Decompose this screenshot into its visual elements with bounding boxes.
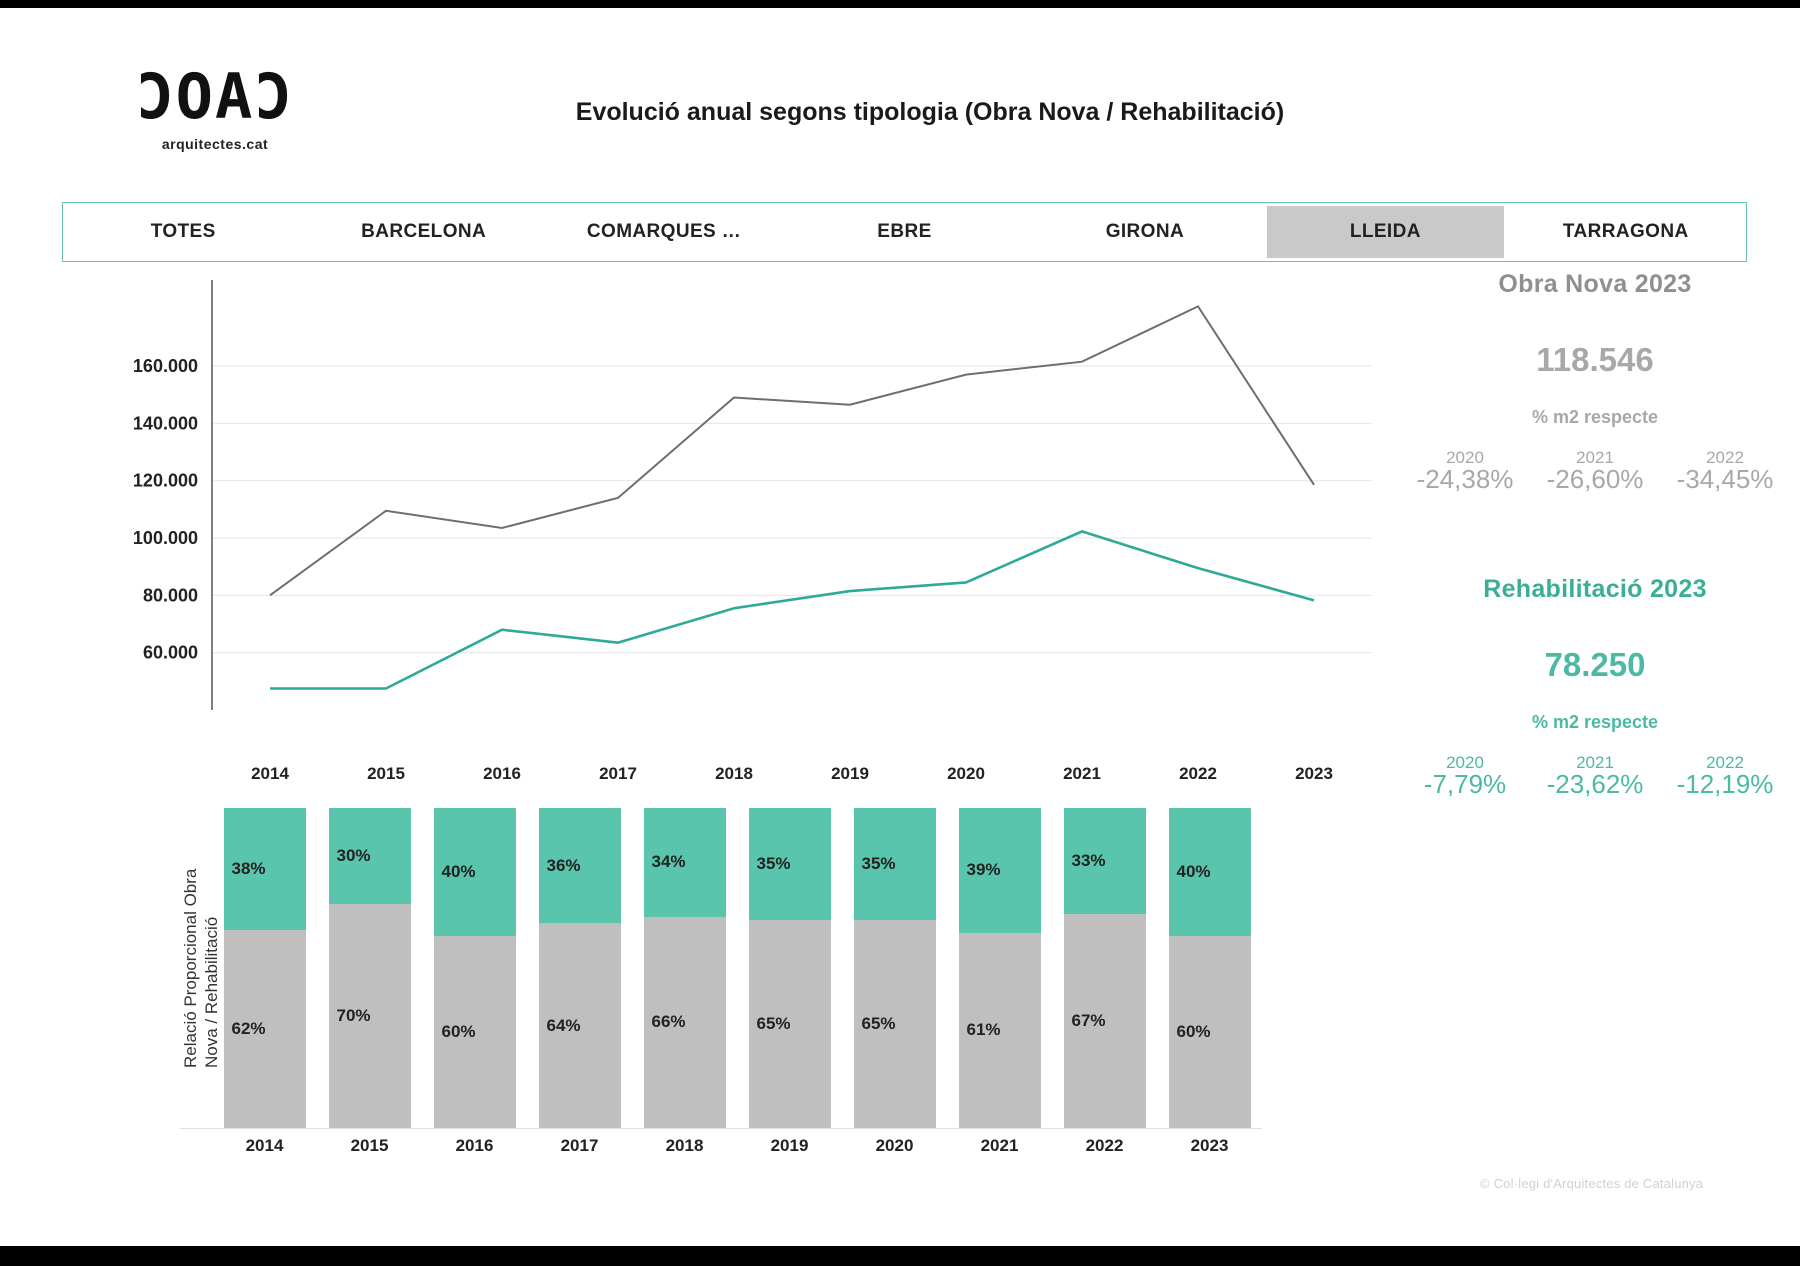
bar-label-rehabilitacio: 36% xyxy=(546,855,581,875)
line-x-label-2023: 2023 xyxy=(1295,764,1333,783)
bar-segment-obra-nova xyxy=(854,920,936,1128)
line-series-obranova xyxy=(270,306,1314,595)
tab-label: GIRONA xyxy=(1105,221,1185,242)
bar-column-2021[interactable] xyxy=(959,808,1041,1128)
bar-label-obra-nova: 65% xyxy=(861,1014,896,1033)
tab-label: TOTES xyxy=(150,221,216,242)
rehabilitacio-year-2022: 2022 xyxy=(1706,753,1744,772)
bar-label-obra-nova: 67% xyxy=(1071,1010,1106,1030)
bar-label-rehabilitacio: 40% xyxy=(1176,862,1211,881)
proportion-bar-chart xyxy=(62,808,1392,1188)
bar-label-rehabilitacio: 33% xyxy=(1071,850,1106,870)
bar-column-2017[interactable] xyxy=(539,808,621,1128)
dashboard-page xyxy=(0,8,1800,1246)
obra-nova-deltas xyxy=(1400,464,1790,495)
line-x-label-2018: 2018 xyxy=(715,764,753,783)
bar-label-obra-nova: 66% xyxy=(651,1012,686,1032)
bar-label-rehabilitacio: 39% xyxy=(966,860,1001,880)
bar-segment-rehabilitacio xyxy=(959,808,1041,933)
y-axis-tick-label: 160.000 xyxy=(132,356,198,376)
line-chart-svg xyxy=(62,270,1392,770)
rehabilitacio-delta-2022: -12,19% xyxy=(1676,769,1774,799)
obra-nova-year-2020: 2020 xyxy=(1446,448,1484,467)
bar-segment-rehabilitacio xyxy=(329,808,411,904)
y-axis-tick-label: 80.000 xyxy=(142,585,198,606)
tab-label: TARRAGONA xyxy=(1562,221,1689,242)
rehabilitacio-heading: Rehabilitació 2023 xyxy=(1483,575,1707,603)
tab-girona[interactable] xyxy=(1027,206,1263,258)
y-axis-tick-label: 140.000 xyxy=(132,413,198,434)
rehabilitacio-delta-2021: -23,62% xyxy=(1546,769,1644,799)
bar-x-label-2019: 2019 xyxy=(770,1136,809,1155)
bar-x-label-2014: 2014 xyxy=(245,1136,284,1155)
bar-x-label-2017: 2017 xyxy=(560,1136,599,1155)
tab-barcelona[interactable] xyxy=(305,206,541,258)
bar-segment-obra-nova xyxy=(539,923,621,1128)
line-x-label-2020: 2020 xyxy=(947,764,985,783)
tab-label: LLEIDA xyxy=(1349,221,1421,242)
y-axis-tick-label: 60.000 xyxy=(142,642,198,663)
tab-lleida[interactable] xyxy=(1267,206,1503,258)
bar-segment-rehabilitacio xyxy=(224,808,306,930)
bar-label-rehabilitacio: 34% xyxy=(651,852,686,872)
line-chart-x-axis xyxy=(212,764,1392,794)
bar-chart-baseline xyxy=(180,1128,1262,1129)
bar-segment-rehabilitacio xyxy=(644,808,726,917)
tab-label: COMARQUES … xyxy=(586,221,742,242)
bar-label-rehabilitacio: 35% xyxy=(756,854,791,873)
bar-column-2018[interactable] xyxy=(644,808,726,1128)
rehabilitacio-year-2021: 2021 xyxy=(1576,753,1614,772)
bar-segment-obra-nova xyxy=(1169,936,1251,1128)
tab-ebre[interactable] xyxy=(786,206,1022,258)
bar-x-label-2022: 2022 xyxy=(1085,1136,1124,1155)
rehabilitacio-year-2020: 2020 xyxy=(1446,753,1484,772)
bar-chart-plot-area xyxy=(212,808,1262,1128)
bar-segment-rehabilitacio xyxy=(749,808,831,920)
bar-segment-obra-nova xyxy=(959,933,1041,1128)
line-x-label-2021: 2021 xyxy=(1063,764,1101,783)
bar-column-2016[interactable] xyxy=(434,808,516,1128)
region-tabbar xyxy=(62,202,1747,262)
bar-label-obra-nova: 60% xyxy=(441,1022,476,1041)
bar-segment-rehabilitacio xyxy=(854,808,936,920)
bar-segment-rehabilitacio xyxy=(1064,808,1146,914)
bar-column-2014[interactable] xyxy=(224,808,306,1128)
bar-segment-obra-nova xyxy=(644,917,726,1128)
bar-chart-x-axis xyxy=(212,1136,1262,1164)
tab-label: EBRE xyxy=(877,221,932,242)
y-axis-tick-label: 100.000 xyxy=(132,528,198,548)
rehabilitacio-subtitle: % m2 respecte xyxy=(1531,712,1659,732)
bar-column-2022[interactable] xyxy=(1064,808,1146,1128)
bar-label-obra-nova: 61% xyxy=(966,1020,1001,1040)
rehabilitacio-delta-2020: -7,79% xyxy=(1423,769,1507,799)
obra-nova-delta-2021: -26,60% xyxy=(1546,464,1644,494)
bar-segment-obra-nova xyxy=(329,904,411,1128)
bar-x-label-2023: 2023 xyxy=(1190,1136,1229,1155)
bar-segment-obra-nova xyxy=(224,930,306,1128)
copyright-notice: © Col·legi d'Arquitectes de Catalunya xyxy=(1480,1176,1704,1191)
bar-label-obra-nova: 70% xyxy=(336,1006,371,1025)
tab-tarragona[interactable] xyxy=(1508,206,1744,258)
bar-segment-obra-nova xyxy=(1064,914,1146,1128)
bar-label-obra-nova: 65% xyxy=(756,1014,791,1033)
y-axis-tick-label: 120.000 xyxy=(132,470,198,491)
obra-nova-heading: Obra Nova 2023 xyxy=(1498,270,1692,298)
bar-x-label-2021: 2021 xyxy=(980,1136,1019,1155)
bar-segment-obra-nova xyxy=(434,936,516,1128)
logo-subtitle: arquitectes.cat xyxy=(161,136,269,152)
bar-label-obra-nova: 60% xyxy=(1176,1022,1211,1041)
rehabilitacio-value: 78.250 xyxy=(1544,646,1646,683)
obra-nova-year-2022: 2022 xyxy=(1706,448,1744,467)
bar-label-obra-nova: 64% xyxy=(546,1015,581,1035)
bar-label-rehabilitacio: 30% xyxy=(336,846,371,865)
tab-label: BARCELONA xyxy=(361,221,487,242)
bar-column-2020[interactable] xyxy=(854,808,936,1128)
bar-x-label-2015: 2015 xyxy=(350,1136,389,1155)
bar-label-obra-nova: 62% xyxy=(231,1018,266,1038)
bar-segment-rehabilitacio xyxy=(434,808,516,936)
bar-column-2015[interactable] xyxy=(329,808,411,1128)
page-title: Evolució anual segons tipologia (Obra Nova / Rehabilitació) xyxy=(575,98,1285,126)
obra-nova-value: 118.546 xyxy=(1536,341,1654,378)
tab-comarques[interactable] xyxy=(546,206,782,258)
bar-x-label-2016: 2016 xyxy=(455,1136,494,1155)
obra-nova-subtitle: % m2 respecte xyxy=(1531,407,1659,427)
coac-logo xyxy=(100,60,330,152)
bar-column-2019[interactable] xyxy=(749,808,831,1128)
line-x-label-2022: 2022 xyxy=(1179,764,1217,783)
line-chart xyxy=(62,270,1392,810)
bar-label-rehabilitacio: 40% xyxy=(441,862,476,881)
line-x-label-2014: 2014 xyxy=(251,764,289,783)
line-x-label-2015: 2015 xyxy=(367,764,405,783)
tab-totes[interactable] xyxy=(65,206,301,258)
bar-label-rehabilitacio: 38% xyxy=(231,858,266,878)
line-x-label-2017: 2017 xyxy=(599,764,637,783)
bar-column-2023[interactable] xyxy=(1169,808,1251,1128)
summary-panel xyxy=(1400,270,1790,800)
bar-segment-rehabilitacio xyxy=(1169,808,1251,936)
bar-segment-obra-nova xyxy=(749,920,831,1128)
line-x-label-2019: 2019 xyxy=(831,764,869,783)
bar-x-label-2018: 2018 xyxy=(665,1136,704,1155)
bar-chart-y-axis-label: Relació Proporcional Obra Nova / Rehabilitació xyxy=(181,868,222,1068)
obra-nova-delta-2022: -34,45% xyxy=(1676,464,1774,494)
rehabilitacio-deltas xyxy=(1400,769,1790,800)
logo-mark: ƆOAƆ xyxy=(136,60,294,133)
line-series-rehabilitaci xyxy=(270,531,1314,688)
obra-nova-year-2021: 2021 xyxy=(1576,448,1614,467)
bar-label-rehabilitacio: 35% xyxy=(861,854,896,873)
bar-x-label-2020: 2020 xyxy=(875,1136,914,1155)
bar-segment-rehabilitacio xyxy=(539,808,621,923)
line-x-label-2016: 2016 xyxy=(483,764,521,783)
obra-nova-delta-2020: -24,38% xyxy=(1416,464,1514,494)
